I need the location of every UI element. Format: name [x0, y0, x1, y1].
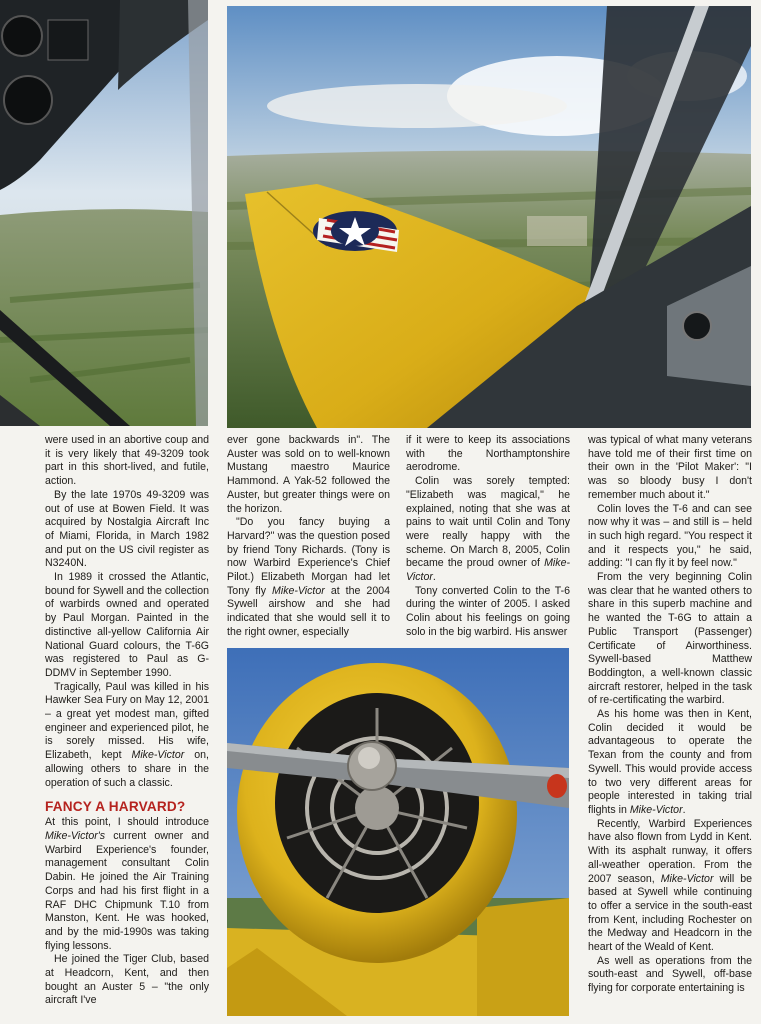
paragraph: was typical of what many veterans have told me of their first time on their own in the 'Pilot Maker': "I was so bloody busy I don't remember much about it." — [588, 434, 752, 501]
paragraph: "Do you fancy buying a Harvard?" was the question posed by friend Tony Richards. (Tony is now Warbird Experience's Chief Pilot.) Elizabeth Morgan had let Tony fly Mike-Victor at the 2004 Sywell airshow and she had indicated that she would sell it to the right owner, especially — [227, 516, 390, 638]
paragraph: Tony converted Colin to the T-6 during the winter of 2005. I asked Colin about his feelings on going solo in the big warbird. His answer — [406, 584, 570, 638]
text-column-1 — [45, 434, 209, 1008]
paragraph: In 1989 it crossed the Atlantic, bound for Sywell and the collection of warbirds owned and operated by Paul Morgan. Painted in the distinctive all-yellow California Air National Guard colours, the T-6G was registered to Paul as G-DDMV in September 1990. — [45, 571, 209, 679]
paragraph: From the very beginning Colin was clear that he wanted others to share in this superb machine and he wanted the T-6G to attain a Public Transport (Passenger) Certificate of Airworthiness. Sywell-based Matthew Boddington, a well-known classic aircraft restorer, helped in the task of re-certificating the warbird. — [588, 571, 752, 707]
cockpit-view-photo — [0, 0, 208, 426]
paragraph: Colin loves the T-6 and can see now why it was – and still is – held in such high regard. "You respect it and it respects you," he said, adding: "I can fly it by feel now." — [588, 502, 752, 570]
paragraph: By the late 1970s 49-3209 was out of use at Bowen Field. It was acquired by Nostalgia Aircraft Inc of Miami, Florida, in March 1982 and put on the US civil register as N3240N. — [45, 488, 209, 570]
paragraph: Recently, Warbird Experiences have also flown from Lydd in Kent. With its asphalt runway, it offers all-weather operation. From the 2007 season, Mike-Victor will be based at Sywell while continuing to offer a service in the south-east from Kent, including Rochester on the Medway and Headcorn in the heart of the Weald of Kent. — [588, 817, 752, 954]
paragraph: were used in an abortive coup and it is very likely that 49-3209 took part in this short-lived, and futile, action. — [45, 434, 209, 488]
radial-engine-propeller-photo — [227, 648, 569, 1016]
paragraph: At this point, I should introduce Mike-Victor's current owner and Warbird Experience's founder, management consultant Colin Dabin. He joined the Air Training Corps and had his first flight in a RAF DHC Chipmunk T.10 from Manston, Kent. He was hooked, and by the mid-1990s was taking flying lessons. — [45, 816, 209, 952]
paragraph: Tragically, Paul was killed in his Hawker Sea Fury on May 12, 2001 – a great yet modest man, gifted engineer and experienced pilot, he is sorely missed. His wife, Elizabeth, kept Mike-Victor on, allowing others to share in the operation of such a classic. — [45, 680, 209, 789]
paragraph: As his home was then in Kent, Colin decided it would be advantageous to operate the Texan from the county and from Sywell. This would provide access to two very different areas for people interested in taking trial flights in Mike-Victor. — [588, 708, 752, 816]
wing-over-countryside-photo — [227, 6, 751, 428]
paragraph: ever gone backwards in". The Auster was sold on to well-known Mustang maestro Maurice Hammond. A Yak-52 followed the Auster, but greater things were on the horizon. — [227, 434, 390, 515]
paragraph: As well as operations from the south-east and Sywell, off-base flying for corporate entertaining is — [588, 954, 752, 995]
paragraph: He joined the Tiger Club, based at Headcorn, Kent, and then bought an Auster 5 – "the only aircraft I've — [45, 953, 209, 1007]
text-column-2 — [227, 434, 390, 640]
text-column-3 — [406, 434, 570, 640]
section-heading: FANCY A HARVARD? — [45, 799, 186, 815]
text-column-4 — [588, 434, 752, 996]
paragraph: Colin was sorely tempted: "Elizabeth was magical," he explained, noting that she was at pains to wait until Colin and Tony were really happy with the scheme. On March 8, 2005, Colin became the proud owner of Mike-Victor. — [406, 475, 570, 584]
paragraph: if it were to keep its associations with the Northamptonshire aerodrome. — [406, 434, 570, 474]
